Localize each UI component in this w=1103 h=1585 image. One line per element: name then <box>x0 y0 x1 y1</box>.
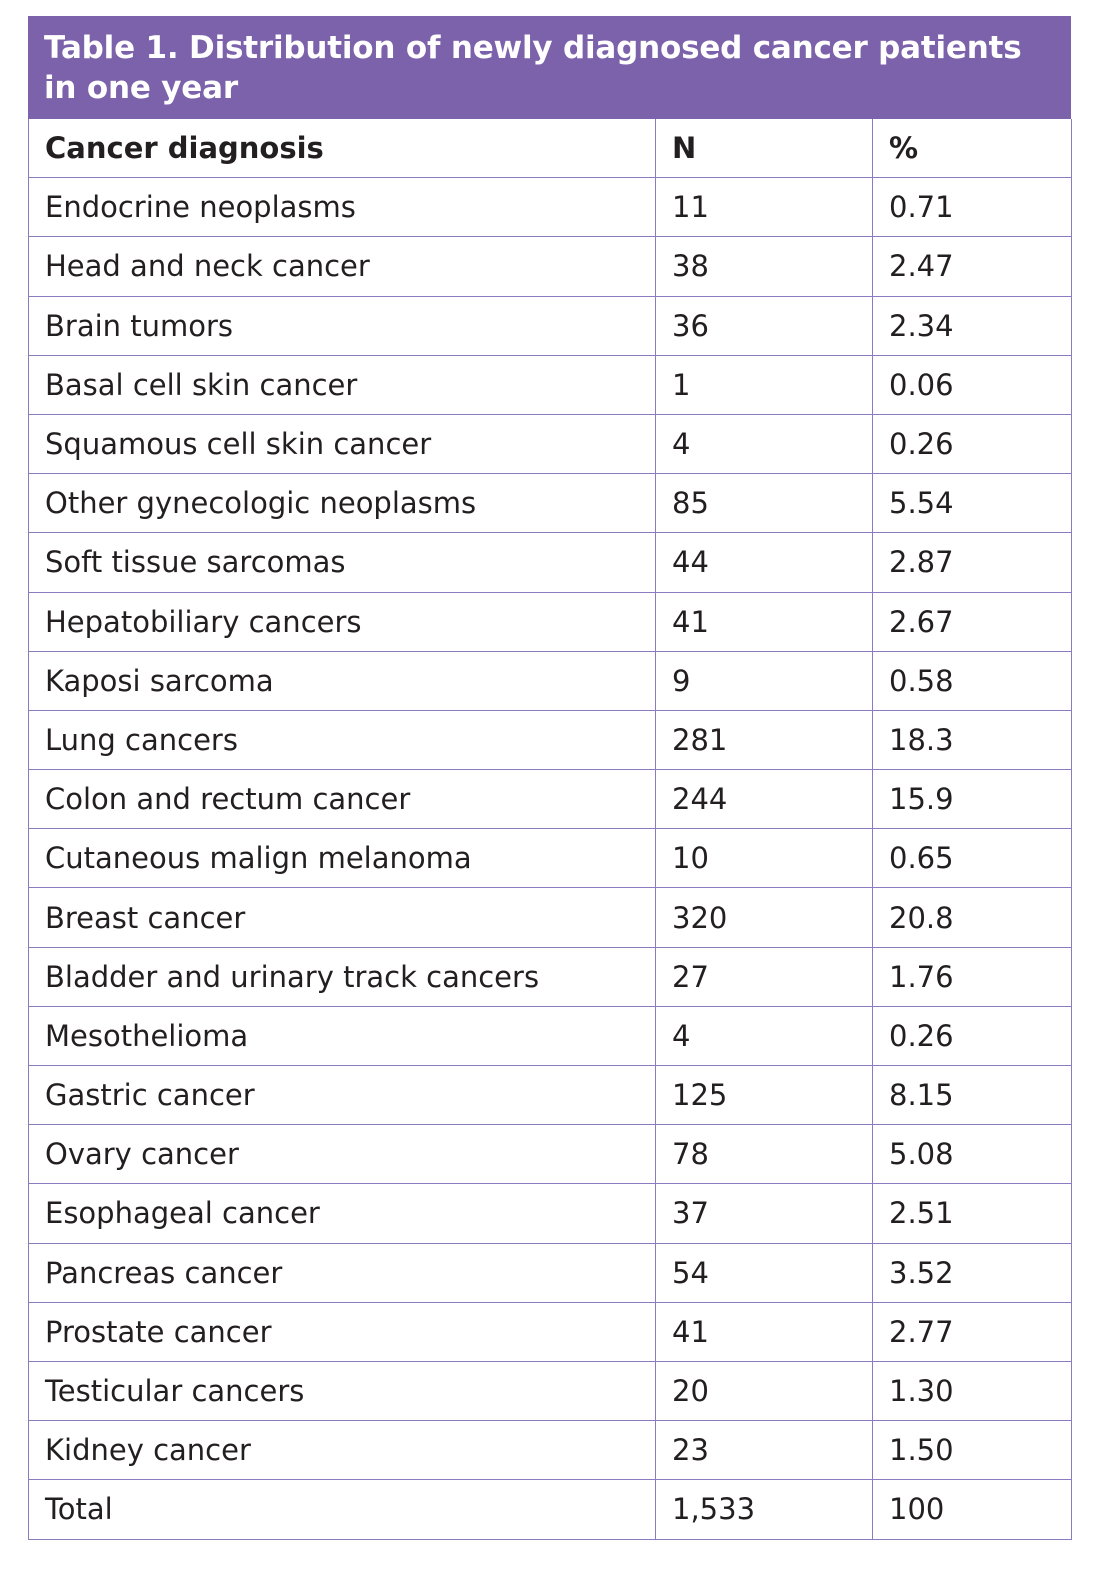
cell-n: 36 <box>656 296 873 355</box>
cell-n: 4 <box>656 1006 873 1065</box>
cell-percent: 100 <box>873 1480 1072 1539</box>
cell-diagnosis: Squamous cell skin cancer <box>29 414 656 473</box>
table-row <box>29 1125 1072 1184</box>
cell-n: 11 <box>656 178 873 237</box>
cell-percent: 2.34 <box>873 296 1072 355</box>
cell-diagnosis: Prostate cancer <box>29 1302 656 1361</box>
table-row <box>29 1421 1072 1480</box>
table-row <box>29 829 1072 888</box>
cell-percent: 0.26 <box>873 414 1072 473</box>
table-row <box>29 178 1072 237</box>
table-body <box>29 178 1072 1539</box>
cell-diagnosis: Kidney cancer <box>29 1421 656 1480</box>
cell-percent: 1.50 <box>873 1421 1072 1480</box>
cell-diagnosis: Mesothelioma <box>29 1006 656 1065</box>
cell-diagnosis: Brain tumors <box>29 296 656 355</box>
cell-diagnosis: Cutaneous malign melanoma <box>29 829 656 888</box>
cell-n: 281 <box>656 710 873 769</box>
cell-diagnosis: Bladder and urinary track cancers <box>29 947 656 1006</box>
cell-percent: 5.54 <box>873 474 1072 533</box>
header-n: N <box>656 119 873 178</box>
table-row <box>29 474 1072 533</box>
table-row <box>29 1006 1072 1065</box>
cell-percent: 15.9 <box>873 770 1072 829</box>
cell-percent: 0.65 <box>873 829 1072 888</box>
cell-diagnosis: Soft tissue sarcomas <box>29 533 656 592</box>
cell-n: 10 <box>656 829 873 888</box>
cell-diagnosis: Other gynecologic neoplasms <box>29 474 656 533</box>
cell-percent: 2.47 <box>873 237 1072 296</box>
cell-percent: 5.08 <box>873 1125 1072 1184</box>
cell-percent: 0.26 <box>873 1006 1072 1065</box>
cell-n: 9 <box>656 651 873 710</box>
cell-n: 44 <box>656 533 873 592</box>
cell-percent: 2.77 <box>873 1302 1072 1361</box>
table-row <box>29 710 1072 769</box>
cell-diagnosis: Basal cell skin cancer <box>29 355 656 414</box>
cell-n: 1 <box>656 355 873 414</box>
cell-percent: 20.8 <box>873 888 1072 947</box>
table-row <box>29 1184 1072 1243</box>
table-row <box>29 1302 1072 1361</box>
table-row <box>29 296 1072 355</box>
cell-diagnosis: Head and neck cancer <box>29 237 656 296</box>
cell-n: 125 <box>656 1066 873 1125</box>
cell-percent: 8.15 <box>873 1066 1072 1125</box>
cell-percent: 18.3 <box>873 710 1072 769</box>
cell-n: 54 <box>656 1243 873 1302</box>
cell-n: 23 <box>656 1421 873 1480</box>
cell-percent: 1.76 <box>873 947 1072 1006</box>
header-cancer-diagnosis: Cancer diagnosis <box>29 119 656 178</box>
table-row <box>29 355 1072 414</box>
table-row <box>29 533 1072 592</box>
table-title: Table 1. Distribution of newly diagnosed cancer patients in one year <box>28 16 1071 119</box>
table-row <box>29 1066 1072 1125</box>
table-row <box>29 947 1072 1006</box>
cell-diagnosis: Ovary cancer <box>29 1125 656 1184</box>
cell-n: 41 <box>656 1302 873 1361</box>
cell-n: 244 <box>656 770 873 829</box>
cell-n: 320 <box>656 888 873 947</box>
table-row <box>29 888 1072 947</box>
data-table <box>28 119 1072 1540</box>
table-row <box>29 651 1072 710</box>
cell-percent: 1.30 <box>873 1361 1072 1420</box>
cell-percent: 0.58 <box>873 651 1072 710</box>
cell-diagnosis: Lung cancers <box>29 710 656 769</box>
cell-percent: 0.06 <box>873 355 1072 414</box>
table-row <box>29 414 1072 473</box>
header-row <box>29 119 1072 178</box>
cell-n: 1,533 <box>656 1480 873 1539</box>
cell-n: 78 <box>656 1125 873 1184</box>
cell-n: 85 <box>656 474 873 533</box>
header-percent: % <box>873 119 1072 178</box>
cell-diagnosis: Breast cancer <box>29 888 656 947</box>
cancer-distribution-table <box>28 16 1071 1540</box>
cell-n: 37 <box>656 1184 873 1243</box>
cell-percent: 3.52 <box>873 1243 1072 1302</box>
cell-diagnosis: Total <box>29 1480 656 1539</box>
cell-diagnosis: Endocrine neoplasms <box>29 178 656 237</box>
table-row <box>29 237 1072 296</box>
cell-n: 20 <box>656 1361 873 1420</box>
total-row <box>29 1480 1072 1539</box>
cell-percent: 0.71 <box>873 178 1072 237</box>
cell-n: 38 <box>656 237 873 296</box>
cell-diagnosis: Colon and rectum cancer <box>29 770 656 829</box>
cell-diagnosis: Kaposi sarcoma <box>29 651 656 710</box>
cell-percent: 2.51 <box>873 1184 1072 1243</box>
table-row <box>29 592 1072 651</box>
table-row <box>29 1361 1072 1420</box>
cell-diagnosis: Esophageal cancer <box>29 1184 656 1243</box>
cell-diagnosis: Gastric cancer <box>29 1066 656 1125</box>
table-row <box>29 1243 1072 1302</box>
cell-diagnosis: Testicular cancers <box>29 1361 656 1420</box>
cell-percent: 2.67 <box>873 592 1072 651</box>
cell-n: 41 <box>656 592 873 651</box>
cell-n: 4 <box>656 414 873 473</box>
cell-diagnosis: Hepatobiliary cancers <box>29 592 656 651</box>
cell-percent: 2.87 <box>873 533 1072 592</box>
cell-diagnosis: Pancreas cancer <box>29 1243 656 1302</box>
cell-n: 27 <box>656 947 873 1006</box>
table-row <box>29 770 1072 829</box>
